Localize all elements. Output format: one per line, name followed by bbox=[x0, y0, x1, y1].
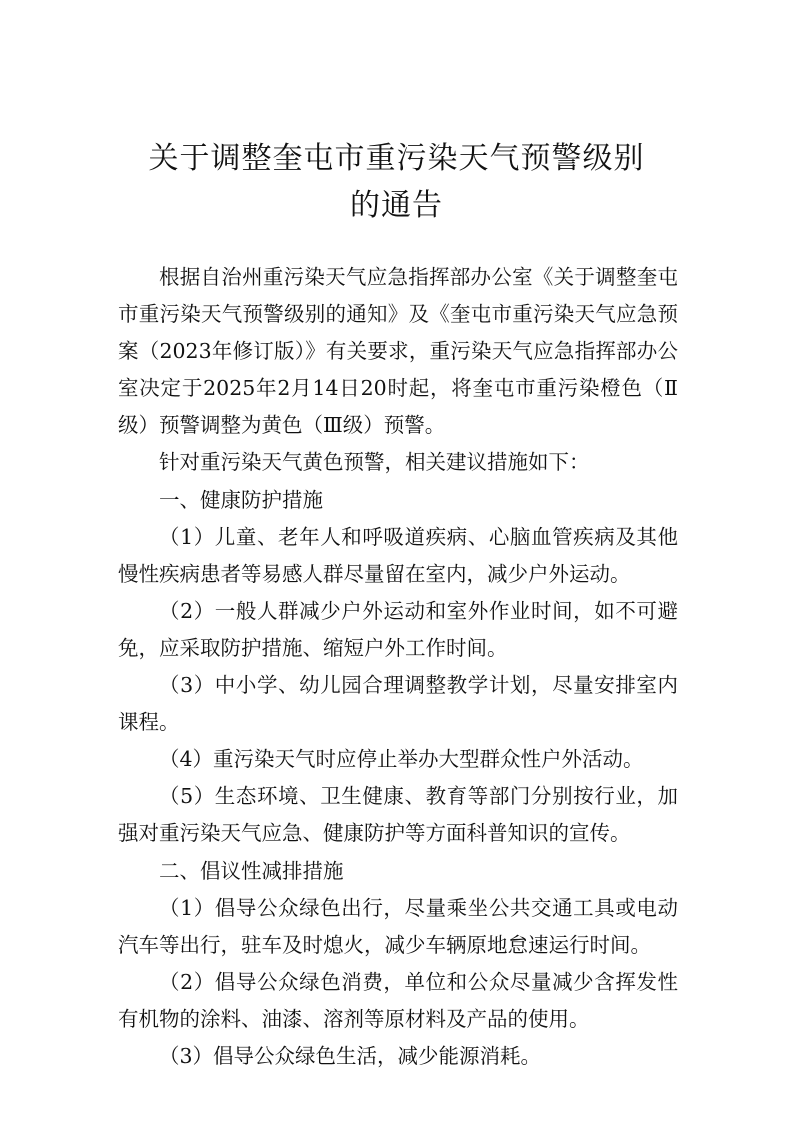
section-heading-health: 一、健康防护措施 bbox=[159, 487, 323, 512]
document-title-line-1: 关于调整奎屯市重污染天气预警级别 bbox=[148, 141, 645, 176]
document-title-line-2: 的通告 bbox=[350, 188, 443, 223]
health-item-3: （3）中小学、幼儿园合理调整教学计划，尽量安排室内课程。 bbox=[118, 673, 678, 735]
health-item-1: （1）儿童、老年人和呼吸道疾病、心脑血管疾病及其他慢性疾病患者等易感人群尽量留在室内，减少户外运动。 bbox=[118, 524, 678, 586]
health-item-2: （2）一般人群减少户外运动和室外作业时间，如不可避免，应采取防护措施、缩短户外工作时间。 bbox=[118, 598, 678, 660]
document-body bbox=[118, 259, 678, 1075]
measures-lead-paragraph: 针对重污染天气黄色预警，相关建议措施如下： bbox=[159, 450, 590, 475]
emission-item-1: （1）倡导公众绿色出行，尽量乘坐公共交通工具或电动汽车等出行，驻车及时熄火，减少车辆原地怠速运行时间。 bbox=[118, 895, 678, 957]
health-item-5: （5）生态环境、卫生健康、教育等部门分别按行业，加强对重污染天气应急、健康防护等方面科普知识的宣传。 bbox=[118, 784, 678, 846]
health-item-4: （4）重污染天气时应停止举办大型群众性户外活动。 bbox=[159, 747, 644, 772]
emission-item-3: （3）倡导公众绿色生活，减少能源消耗。 bbox=[159, 1043, 542, 1068]
emission-item-2: （2）倡导公众绿色消费，单位和公众尽量减少含挥发性有机物的涂料、油漆、溶剂等原材料及产品的使用。 bbox=[118, 969, 678, 1031]
section-heading-emission: 二、倡议性减排措施 bbox=[159, 858, 344, 883]
intro-paragraph: 根据自治州重污染天气应急指挥部办公室《关于调整奎屯市重污染天气预警级别的通知》及《奎屯市重污染天气应急预案（2023年修订版）》有关要求，重污染天气应急指挥部办公室决定于2025年2月14日20时起，将奎屯市重污染橙色（Ⅱ级）预警调整为黄色（Ⅲ级）预警。 bbox=[118, 265, 678, 438]
